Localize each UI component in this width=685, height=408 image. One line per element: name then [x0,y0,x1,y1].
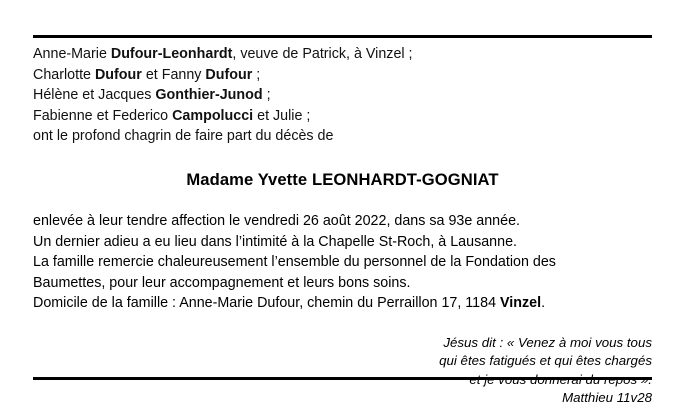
plain-text: ont le profond chagrin de faire part du décès de [33,128,334,145]
text-line [33,85,652,106]
text-line [33,211,652,232]
emphasis-text: Dufour [94,66,142,83]
quote-text [33,334,652,389]
emphasis-text: Gonthier-Junod [155,87,263,104]
plain-text: Domicile de la famille : Anne-Marie Dufour, chemin du Perraillon 17, 1184 [33,295,501,312]
plain-text: ; [252,66,261,83]
text-line [33,106,652,127]
emphasis-text: Dufour [205,66,253,83]
text-line [33,126,652,147]
plain-text: ; [262,87,271,104]
plain-text: Hélène et Jacques [33,87,156,104]
emphasis-text: Dufour-Leonhardt [110,46,233,62]
family-announcement [33,44,652,147]
text-line [33,293,652,314]
plain-text: , veuve de Patrick, à Vinzel ; [232,46,413,62]
scripture-quote [33,334,652,408]
plain-text: Anne-Marie [33,46,111,62]
text-line [33,65,652,86]
quote-line: qui êtes fatigués et qui êtes chargés [439,353,652,369]
text-line [33,252,652,273]
plain-text: Baumettes, pour leur accompagnement et leurs bons soins. [33,274,411,291]
plain-text: et Fanny [141,66,206,83]
quote-source: Matthieu 11v28 [562,390,652,406]
text-line [33,273,652,294]
plain-text: Fabienne et Federico [33,107,173,124]
emphasis-text: Campolucci [172,107,254,124]
plain-text: . [541,295,546,312]
plain-text: Charlotte [33,66,95,83]
deceased-name: Madame Yvette LEONHARDT-GOGNIAT [186,169,499,189]
emphasis-text: Vinzel [500,295,542,312]
notice-body [33,211,652,314]
notice-content [33,44,652,408]
plain-text: Un dernier adieu a eu lieu dans l’intimité à la Chapelle St-Roch, à Lausanne. [33,233,518,250]
plain-text: et Julie ; [253,107,311,124]
text-line [33,44,652,65]
plain-text: La famille remercie chaleureusement l’ensemble du personnel de la Fondation des [33,254,556,271]
plain-text: enlevée à leur tendre affection le vendredi 26 août 2022, dans sa 93e année. [33,212,520,229]
top-divider [33,35,652,38]
quote-line: Jésus dit : « Venez à moi vous tous [443,334,652,350]
text-line [33,232,652,253]
bottom-divider [33,377,652,380]
